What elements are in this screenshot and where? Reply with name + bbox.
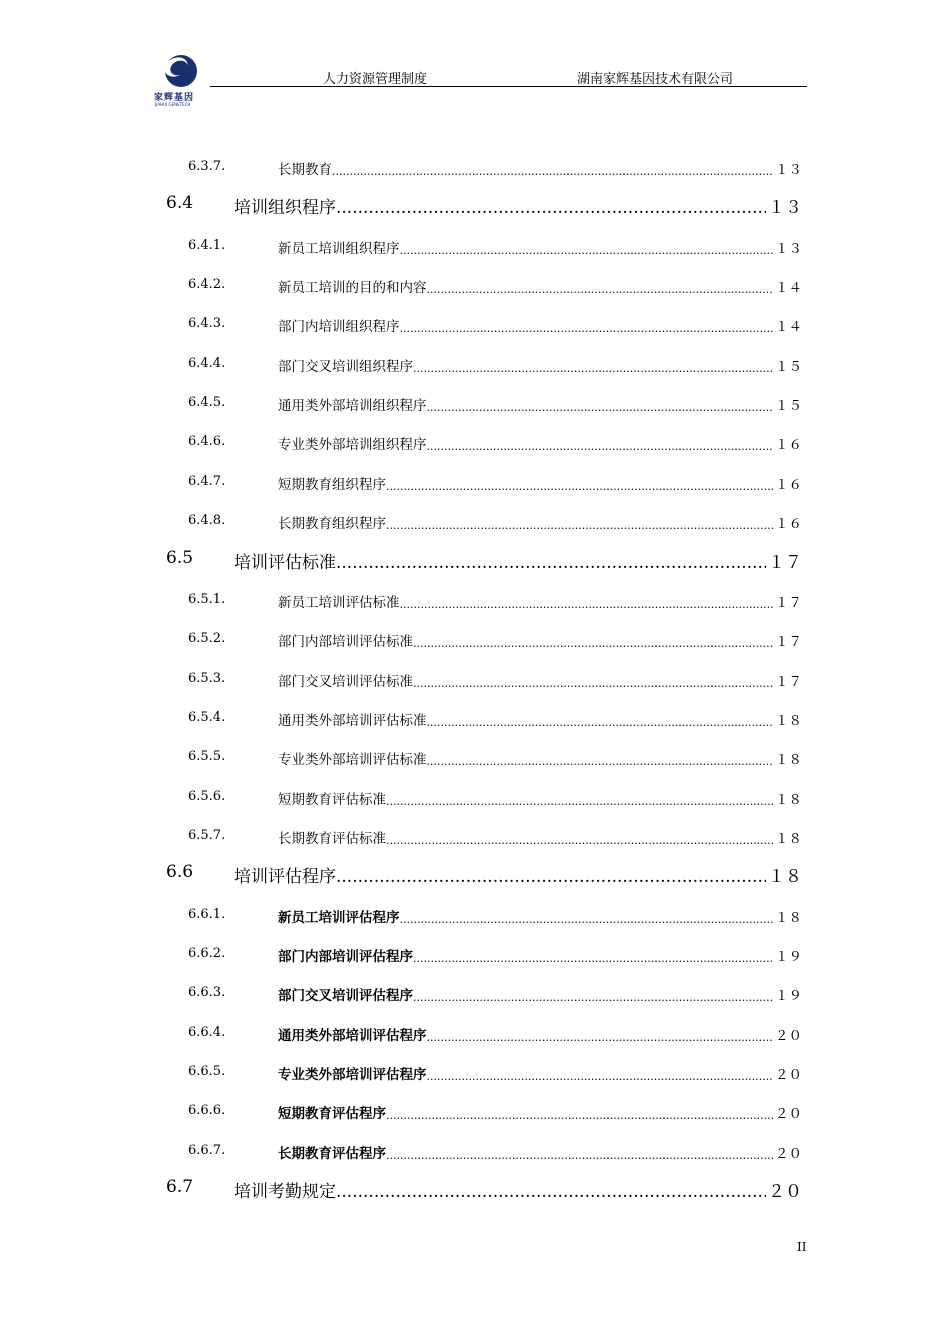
toc-title: 部门内培训组织程序 [278,319,400,336]
toc-subsection-entry[interactable] [0,431,950,453]
toc-title-line [278,945,802,965]
toc-title-line [278,630,802,650]
toc-title: 新员工培训的目的和内容 [278,280,427,297]
toc-number: 6.4.1. [188,237,226,253]
toc-number: 6.6.2. [188,946,226,961]
toc-title: 通用类外部培训评估程序 [278,1027,427,1044]
toc-number: 6.4 [166,193,194,214]
toc-title-line [278,394,802,414]
toc-leader-dots [427,1031,774,1044]
toc-page-number: １３ [768,198,802,219]
toc-subsection-entry[interactable] [0,904,950,926]
toc-number: 6.4.5. [188,395,226,411]
toc-number: 6.6.4. [188,1024,226,1040]
toc-leader-dots [413,637,773,650]
toc-title-line [278,788,802,808]
toc-number: 6.4.7. [188,473,226,489]
header-divider [210,86,807,87]
toc-title-line [278,1063,802,1083]
toc-title-line [234,548,802,573]
toc-page-number: １８ [775,752,802,769]
toc-subsection-entry[interactable] [0,668,950,690]
logo-text: 家辉基因 [154,93,195,103]
toc-page-number: １５ [775,358,802,375]
toc-page-number: ２０ [775,1145,802,1162]
toc-subsection-entry[interactable] [0,943,950,965]
toc-title: 短期教育评估程序 [278,1106,386,1123]
toc-number: 6.5.4. [188,709,226,725]
toc-title-line [278,591,802,611]
toc-subsection-entry[interactable] [0,471,950,493]
toc-title: 培训组织程序 [234,198,336,219]
toc-leader-dots [386,519,773,532]
toc-title: 部门交叉培训评估程序 [278,988,413,1005]
toc-title: 通用类外部培训组织程序 [278,398,427,415]
toc-subsection-entry[interactable] [0,392,950,414]
toc-number: 6.6.1. [188,906,226,922]
toc-leader-dots [427,1070,774,1083]
toc-title: 专业类外部培训评估程序 [278,1067,427,1084]
toc-title: 短期教育组织程序 [278,476,386,493]
toc-section-entry[interactable] [0,1177,950,1203]
page-number: II [797,1240,807,1254]
toc-subsection-entry[interactable] [0,274,950,296]
toc-title-line [278,237,802,257]
toc-subsection-entry[interactable] [0,589,950,611]
toc-title: 新员工培训评估程序 [278,909,400,926]
toc-page-number: １７ [775,673,802,690]
toc-number: 6.6 [166,862,194,883]
toc-title-line [278,827,802,847]
toc-page-number: １４ [775,280,802,297]
toc-title-line [278,276,802,296]
toc-leader-dots [427,401,774,414]
toc-leader-dots [400,913,774,926]
toc-leader-dots [400,322,774,335]
toc-leader-dots [427,440,774,453]
toc-page-number: ２０ [775,1027,802,1044]
toc-title: 新员工培训评估标准 [278,594,400,611]
toc-title-line [234,862,802,887]
toc-number: 6.6.5. [188,1064,226,1080]
crescent-logo-icon [164,54,198,88]
toc-title-line [278,433,802,453]
toc-leader-dots [400,598,774,611]
toc-number: 6.6.7. [188,1142,226,1158]
toc-title: 培训考勤规定 [234,1182,336,1203]
toc-subsection-entry[interactable] [0,825,950,847]
toc-leader-dots [427,283,774,296]
toc-page-number: ２０ [775,1106,802,1123]
toc-title: 培训评估程序 [234,867,336,888]
toc-leader-dots [413,952,773,965]
toc-page-number: １７ [775,594,802,611]
toc-number: 6.6.3. [188,985,226,1001]
toc-page-number: １８ [775,830,802,847]
toc-subsection-entry[interactable] [0,786,950,808]
toc-title: 部门内部培训评估标准 [278,634,413,651]
toc-page-number: １６ [775,437,802,454]
toc-title-line [234,193,802,218]
toc-number: 6.4.3. [188,316,226,332]
toc-page-number: １８ [775,909,802,926]
toc-title: 新员工培训组织程序 [278,240,400,257]
toc-number: 6.5 [166,547,194,568]
toc-title: 通用类外部培训评估标准 [278,712,427,729]
toc-subsection-entry[interactable] [0,1140,950,1162]
toc-title: 培训评估标准 [234,552,336,573]
toc-subsection-entry[interactable] [0,510,950,532]
logo-subtext: JIAHUI GENETECH [155,102,191,107]
toc-number: 6.5.5. [188,749,226,765]
toc-leader-dots [427,755,774,768]
toc-subsection-entry[interactable] [0,235,950,257]
toc-title-line [278,315,802,335]
toc-page-number: １４ [775,319,802,336]
toc-leader-dots [336,553,766,573]
toc-subsection-entry[interactable] [0,353,950,375]
toc-page-number: ２０ [775,1067,802,1084]
toc-leader-dots [386,834,773,847]
toc-number: 6.4.2. [188,277,226,293]
toc-page-number: １６ [775,476,802,493]
toc-number: 6.5.6. [188,788,226,804]
toc-page-number: １８ [775,791,802,808]
toc-leader-dots [386,1149,773,1162]
toc-leader-dots [336,867,766,887]
toc-title-line [278,1142,802,1162]
header-company: 湖南家辉基因技术有限公司 [577,72,734,87]
toc-title-line [278,670,802,690]
toc-number: 6.5.2. [188,631,226,647]
toc-title-line [278,984,802,1004]
toc-number: 6.3.7. [188,159,226,174]
toc-title-line [278,1102,802,1122]
toc-leader-dots [386,480,773,493]
toc-leader-dots [332,165,773,178]
toc-page-number: １５ [775,398,802,415]
toc-section-entry[interactable] [0,547,950,573]
toc-title-line [278,1024,802,1044]
toc-title-line [278,355,802,375]
toc-leader-dots [413,991,773,1004]
toc-number: 6.6.6. [188,1103,226,1119]
toc-number: 6.5.3. [188,670,226,686]
toc-page-number: ２０ [768,1182,802,1203]
toc-title-line [278,709,802,729]
toc-title: 短期教育评估标准 [278,791,386,808]
toc-leader-dots [386,795,773,808]
toc-page-number: １６ [775,516,802,533]
toc-page-number: １８ [775,712,802,729]
toc-title: 专业类外部培训组织程序 [278,437,427,454]
toc-title: 部门交叉培训组织程序 [278,358,413,375]
toc-title-line [234,1177,802,1202]
toc-subsection-entry[interactable] [0,1061,950,1083]
toc-title-line [278,158,802,178]
toc-subsection-entry[interactable] [0,313,950,335]
toc-page-number: １８ [768,867,802,888]
toc-subsection-entry[interactable] [0,1100,950,1122]
toc-title: 部门内部培训评估程序 [278,949,413,965]
toc-subsection-entry[interactable] [0,746,950,768]
toc-page-number: １９ [775,949,802,965]
toc-leader-dots [427,716,774,729]
toc-section-entry[interactable] [0,193,950,219]
toc-page-number: １９ [775,988,802,1005]
toc-title: 长期教育评估程序 [278,1145,386,1162]
toc-leader-dots [400,244,774,257]
toc-subsection-entry[interactable] [0,1022,950,1044]
toc-page-number: １７ [775,634,802,651]
toc-subsection-entry[interactable] [0,156,950,178]
toc-number: 6.4.8. [188,513,226,529]
toc-number: 6.4.6. [188,434,226,450]
toc-number: 6.5.1. [188,591,226,607]
toc-leader-dots [386,1109,773,1122]
toc-number: 6.4.4. [188,355,226,371]
toc-subsection-entry[interactable] [0,628,950,650]
toc-title: 长期教育 [278,162,332,178]
toc-title-line [278,748,802,768]
toc-title: 长期教育组织程序 [278,516,386,533]
toc-subsection-entry[interactable] [0,707,950,729]
toc-section-entry[interactable] [0,862,950,888]
toc-leader-dots [413,677,773,690]
header-title: 人力资源管理制度 [323,72,428,87]
toc-leader-dots [336,198,766,218]
company-logo [150,54,210,106]
toc-title: 长期教育评估标准 [278,830,386,847]
toc-page-number: １３ [775,240,802,257]
toc-page-number: １７ [768,552,802,573]
toc-number: 6.5.7. [188,827,226,843]
toc-subsection-entry[interactable] [0,982,950,1004]
toc-title: 部门交叉培训评估标准 [278,673,413,690]
toc-leader-dots [336,1182,766,1202]
toc-leader-dots [413,362,773,375]
toc-title-line [278,512,802,532]
toc-title-line [278,473,802,493]
toc-title: 专业类外部培训评估标准 [278,752,427,769]
toc-number: 6.7 [166,1177,194,1198]
toc-title-line [278,906,802,926]
toc-page-number: １３ [775,162,802,178]
